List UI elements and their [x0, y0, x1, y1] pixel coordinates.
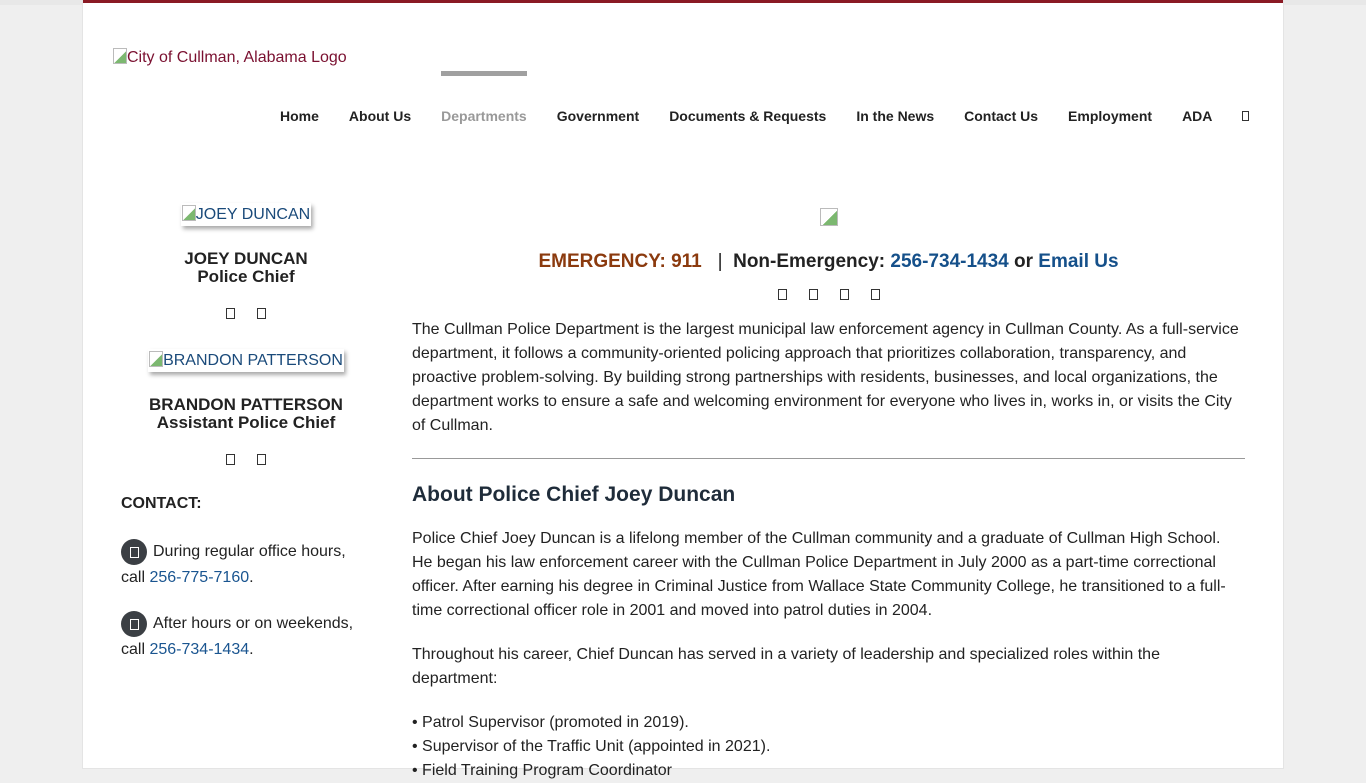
email-icon[interactable]: [257, 454, 266, 465]
contact-text: During regular office hours,: [153, 543, 346, 561]
nav-ada[interactable]: ADA: [1182, 108, 1213, 124]
nav-employment[interactable]: Employment: [1068, 108, 1153, 124]
punct: .: [249, 569, 254, 587]
nav-contact-us[interactable]: Contact Us: [964, 108, 1039, 124]
photo-alt: JOEY DUNCAN: [195, 206, 311, 223]
phone-link[interactable]: 256-734-1434: [149, 641, 250, 659]
phone-icon[interactable]: [226, 308, 235, 319]
phone-link[interactable]: 256-775-7160: [149, 569, 250, 587]
staff-name: JOEY DUNCAN: [184, 249, 308, 268]
nav-in-the-news[interactable]: In the News: [856, 108, 935, 124]
staff-card: [113, 349, 379, 465]
staff-name: BRANDON PATTERSON: [149, 395, 343, 414]
bio-paragraph: Police Chief Joey Duncan is a lifelong member of the Cullman community and a graduate of Cullman High School. He began his law enforcement career with the Cullman Police Department in July 2000 as a part-time correctional officer. After earning his degree in Criminal Justice from Wallace State Community College, he transitioned to a full-time correctional officer role in 2001 and moved into patrol duties in 2004.: [412, 530, 1226, 619]
list-item: • Patrol Supervisor (promoted in 2019).: [412, 714, 689, 731]
or-text: or: [1014, 251, 1034, 272]
broken-image-icon: [820, 208, 838, 226]
punct: .: [249, 641, 254, 659]
contact-text: After hours or on weekends,: [153, 615, 354, 633]
social-links: [412, 289, 1245, 300]
nav-about-us[interactable]: About Us: [348, 108, 412, 124]
page-container: [83, 0, 1283, 779]
non-emergency-phone-link[interactable]: 256-734-1434: [890, 251, 1009, 272]
email-us-link[interactable]: Email Us: [1038, 251, 1119, 272]
broken-image-icon: [113, 48, 127, 64]
sidebar: [113, 203, 379, 683]
phone-icon: [121, 611, 147, 637]
staff-title: Assistant Police Chief: [156, 413, 336, 432]
email-icon[interactable]: [257, 308, 266, 319]
phone-icon[interactable]: [226, 454, 235, 465]
broken-image-icon: [149, 351, 163, 367]
search-icon: [1242, 111, 1249, 121]
separator: |: [717, 251, 723, 272]
logo-alt-text: City of Cullman, Alabama Logo: [127, 49, 347, 66]
contact-item: [121, 611, 379, 663]
staff-photo: [148, 349, 344, 372]
section-heading: About Police Chief Joey Duncan: [412, 483, 736, 506]
contact-section: [113, 495, 379, 663]
non-emergency-label: Non-Emergency:: [733, 251, 886, 272]
call-label: call: [121, 641, 146, 659]
twitter-icon[interactable]: [809, 289, 818, 300]
nav-documents-requests[interactable]: Documents & Requests: [669, 108, 827, 124]
roles-list: [412, 711, 1245, 783]
nav-departments[interactable]: Departments: [441, 108, 527, 124]
youtube-icon[interactable]: [871, 289, 880, 300]
staff-card: [113, 203, 379, 319]
call-label: call: [121, 569, 146, 587]
contact-heading: CONTACT:: [121, 495, 202, 512]
main-nav: [280, 108, 1279, 124]
facebook-icon[interactable]: [778, 289, 787, 300]
nav-home[interactable]: Home: [280, 108, 319, 124]
search-button[interactable]: [1242, 108, 1249, 124]
phone-icon: [121, 539, 147, 565]
staff-photo: [181, 203, 311, 226]
list-item: • Supervisor of the Traffic Unit (appointed in 2021).: [412, 738, 771, 755]
contact-item: [121, 539, 379, 591]
list-item: • Field Training Program Coordinator: [412, 762, 672, 779]
broken-image-icon: [182, 205, 196, 221]
emergency-line: [412, 251, 1245, 273]
divider: [412, 458, 1245, 459]
bio-paragraph: Throughout his career, Chief Duncan has served in a variety of leadership and specialized roles within the department:: [412, 646, 1160, 687]
site-logo[interactable]: [113, 48, 347, 67]
nav-government[interactable]: Government: [556, 108, 640, 124]
intro-paragraph: The Cullman Police Department is the largest municipal law enforcement agency in Cullman County. As a full-service department, it follows a community-oriented policing approach that prioritizes collaboration, transparency, and proactive problem-solving. By building strong partnerships with residents, businesses, and local organizations, the department works to ensure a safe and welcoming environment for everyone who lives in, works in, or visits the City of Cullman.: [412, 321, 1239, 434]
staff-title: Police Chief: [197, 267, 295, 286]
emergency-label: EMERGENCY: 911: [538, 251, 702, 272]
photo-alt: BRANDON PATTERSON: [163, 352, 343, 369]
instagram-icon[interactable]: [840, 289, 849, 300]
main-content: [412, 208, 1245, 783]
